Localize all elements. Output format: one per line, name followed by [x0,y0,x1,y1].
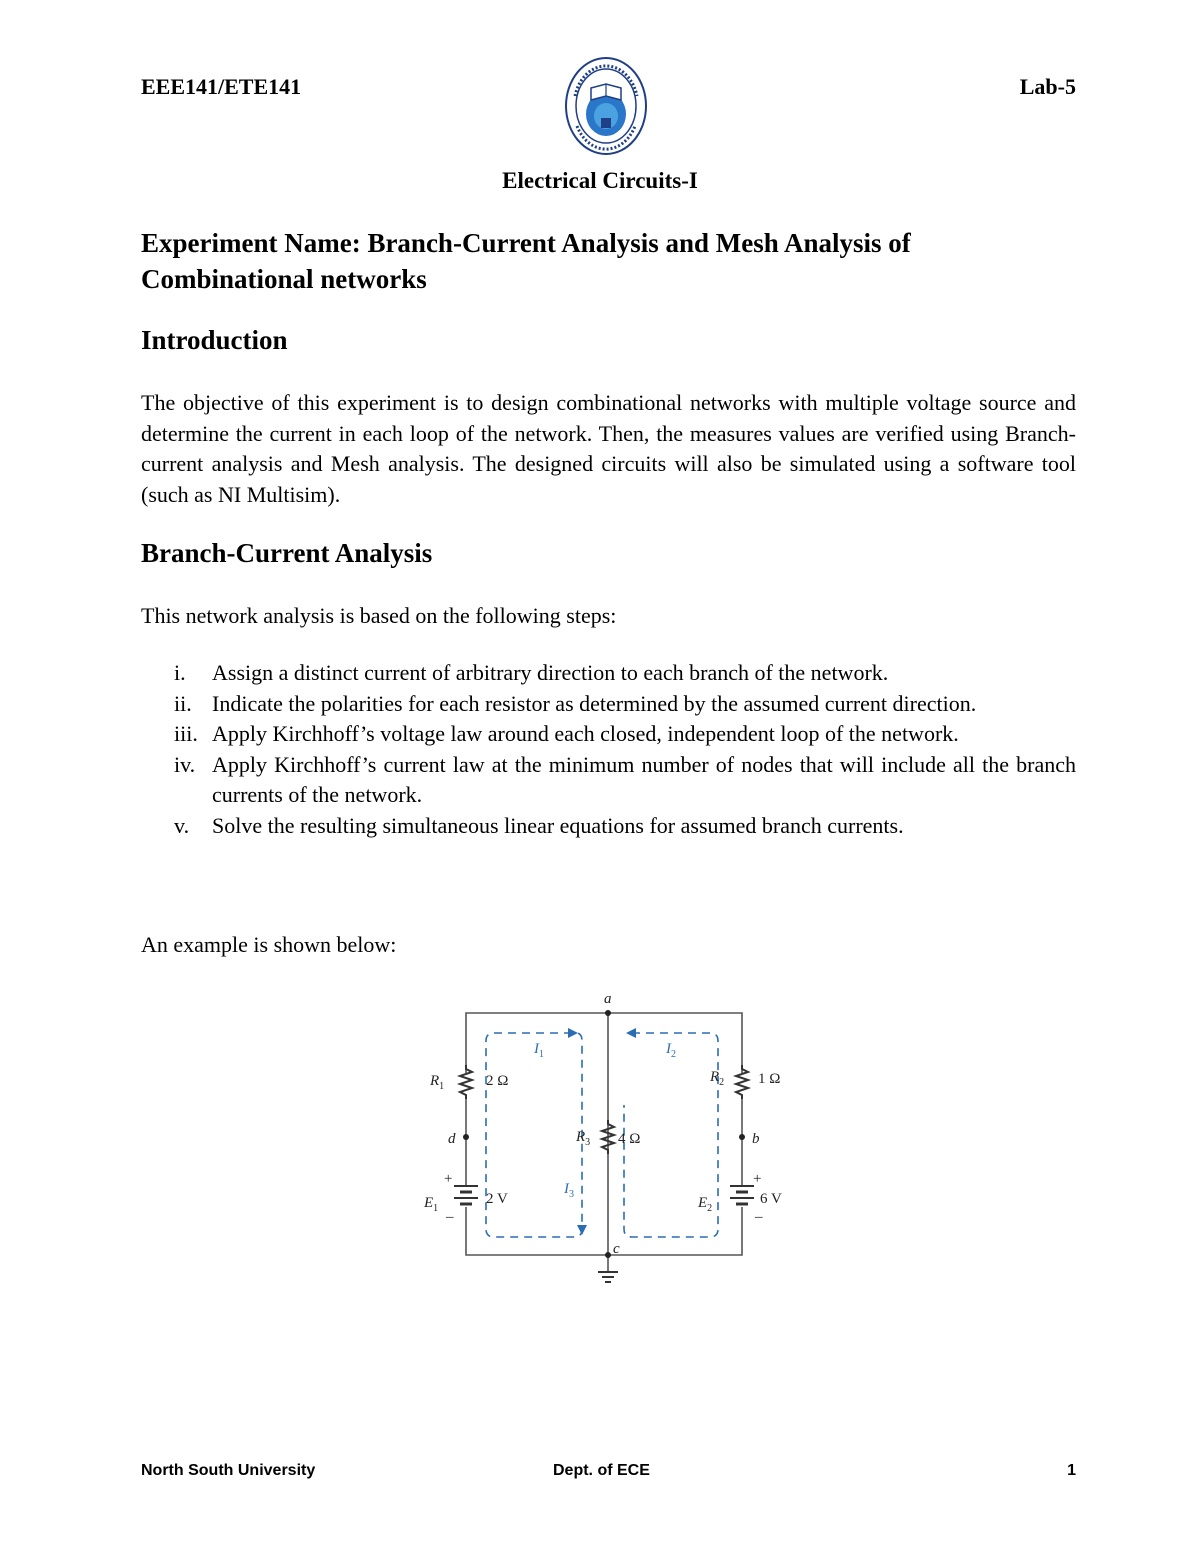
introduction-heading: Introduction [141,325,288,355]
i2-label: $I_2$ [666,1041,676,1060]
r2-value: 1 Ω [758,1071,781,1087]
lab-number: Lab-5 [1019,74,1076,99]
i3-label: $I_3$ [564,1181,574,1200]
list-item-text: Apply Kirchhoff’s current law at the minimum number of nodes that will include all the branch currents of the network. [212,751,1076,807]
list-item-number: iii. [174,721,198,746]
e2-value: 6 V [760,1191,782,1207]
e1-minus: – [446,1209,454,1225]
list-item-number: iv. [174,751,196,777]
list-item [141,689,1076,720]
list-item [141,750,1076,811]
list-item [141,811,1076,842]
r1-label: $R_1$ [430,1073,445,1092]
arrow-i2-icon [626,1028,636,1038]
list-item-number: ii. [174,690,192,716]
circuit-diagram [410,985,810,1295]
resistor-r3 [602,1120,614,1154]
branch-current-lead: This network analysis is based on the following steps: [141,603,617,628]
branch-current-heading: Branch-Current Analysis [141,538,433,568]
course-code: EEE141/ETE141 [141,74,302,99]
battery-e2 [730,1186,754,1204]
resistor-r1 [460,1065,472,1099]
university-logo [565,56,647,156]
battery-e1 [454,1186,478,1204]
circuit-wires [466,1013,742,1271]
node-b-label: b [752,1131,760,1147]
r2-label: $R_2$ [710,1069,725,1088]
r1-value: 2 Ω [486,1073,509,1089]
example-lead: An example is shown below: [141,932,397,957]
course-title: Electrical Circuits-I [502,168,698,193]
arrow-i1-icon [568,1028,578,1038]
list-item-number: v. [174,812,190,838]
node-d-dot [463,1134,469,1140]
e1-plus: + [444,1171,453,1187]
list-item-number: i. [174,660,186,685]
list-item-text: Apply Kirchhoff’s voltage law around each closed, independent loop of the network. [212,721,959,746]
steps-list [141,658,1076,841]
e2-label: $E_2$ [698,1195,713,1214]
r3-label: $R_3$ [576,1129,591,1148]
node-c-label: c [613,1241,620,1257]
resistor-r2 [736,1065,748,1099]
arrow-i3-icon [577,1225,587,1235]
footer-university: North South University [141,1462,316,1479]
list-item-text: Assign a distinct current of arbitrary direction to each branch of the network. [212,660,889,685]
experiment-title: Experiment Name: Branch-Current Analysis and Mesh Analysis of Combinational networks [141,228,911,294]
node-d-label: d [448,1131,456,1147]
list-item [141,719,1076,750]
e2-plus: + [753,1171,762,1187]
list-item-text: Indicate the polarities for each resistor as determined by the assumed current direction. [212,690,977,716]
node-c-dot [605,1252,611,1258]
node-a-dot [605,1010,611,1016]
e1-value: 2 V [486,1191,508,1207]
page-number: 1 [1067,1462,1076,1479]
footer-dept: Dept. of ECE [553,1462,650,1479]
r3-value: 4 Ω [618,1131,641,1147]
node-b-dot [739,1134,745,1140]
ground-symbol [598,1272,618,1282]
introduction-body: The objective of this experiment is to design combinational networks with multiple voltage source and determine the current in each loop of the network. Then, the measures values are verified using Branch-current analysis and Mesh analysis. The designed circuits will also be simulated using a software tool (such as NI Multisim). [141,390,1076,507]
i1-label: $I_1$ [534,1041,544,1060]
list-item-text: Solve the resulting simultaneous linear equations for assumed branch currents. [212,812,904,838]
e2-minus: – [755,1209,763,1225]
list-item [141,658,1076,689]
e1-label: $E_1$ [424,1195,439,1214]
node-a-label: a [604,991,612,1007]
